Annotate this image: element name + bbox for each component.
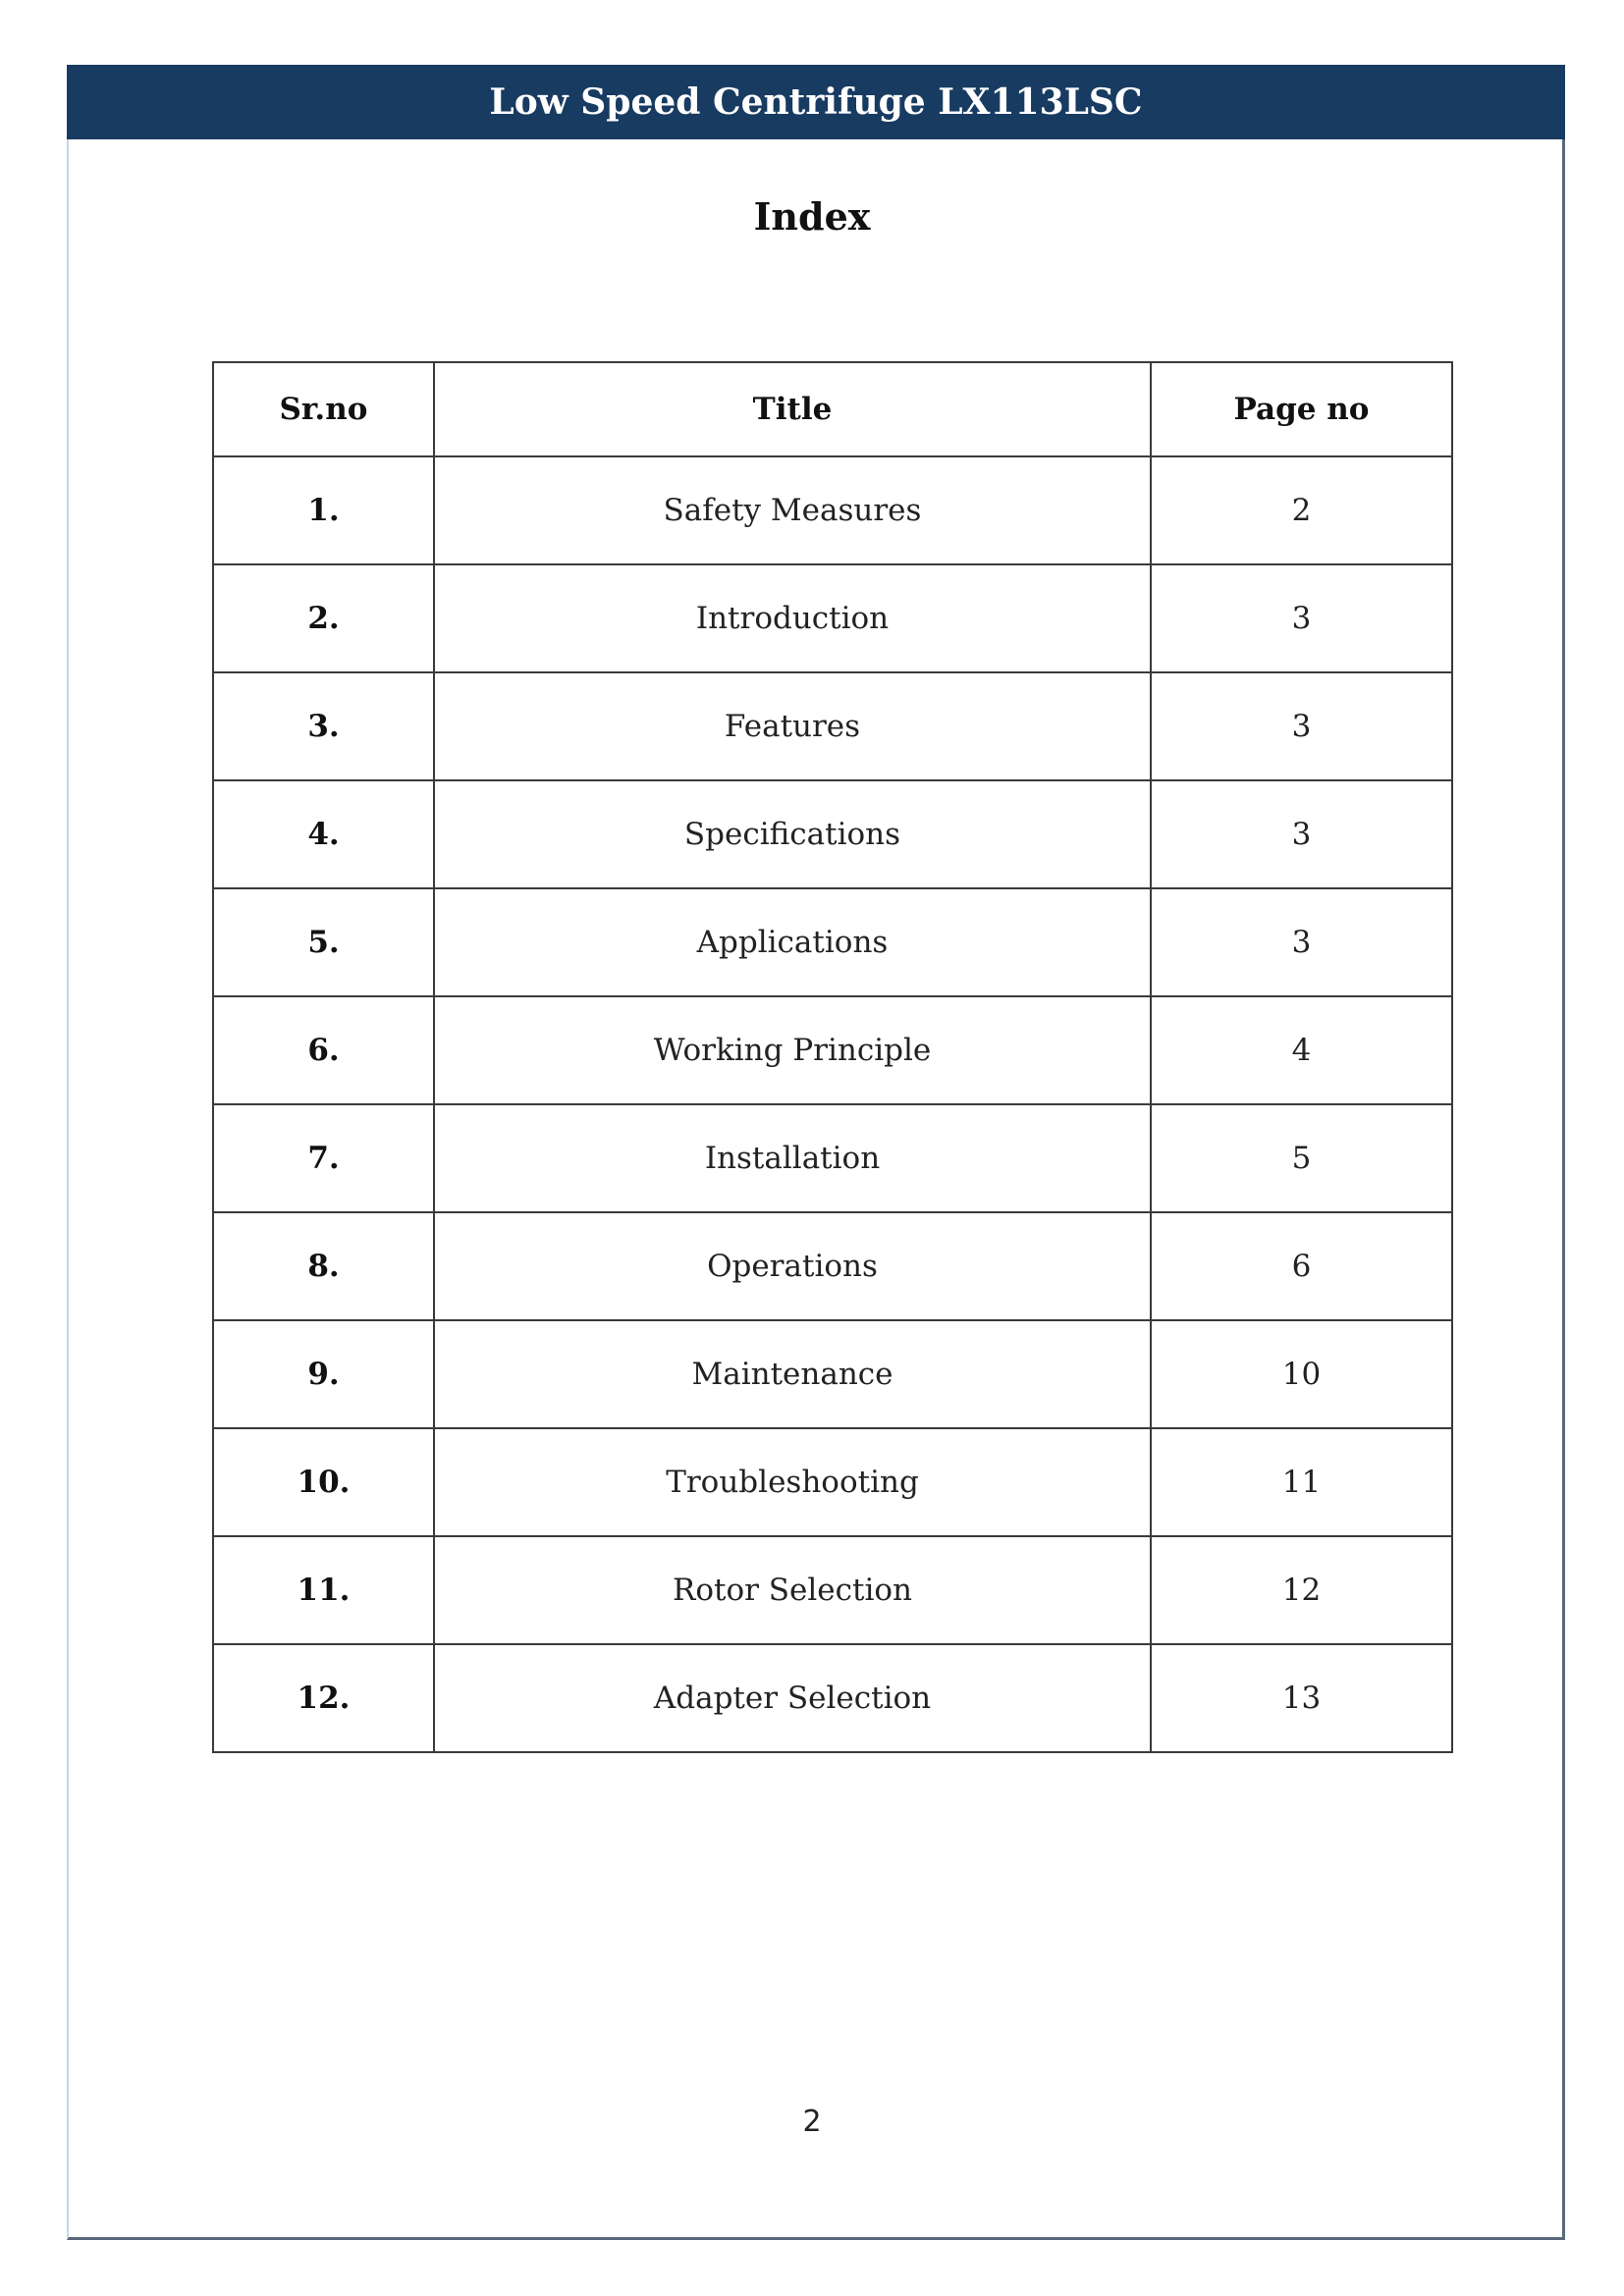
row-page-no: 3 [1151,564,1452,672]
row-sr-no: 7. [213,1104,434,1212]
row-page-no: 5 [1151,1104,1452,1212]
table-row [213,1644,1452,1752]
row-page-no: 13 [1151,1644,1452,1752]
row-sr-no: 10. [213,1428,434,1536]
row-sr-no: 6. [213,996,434,1104]
row-title: Safety Measures [434,456,1151,564]
row-title: Troubleshooting [434,1428,1151,1536]
table-row [213,672,1452,780]
row-title: Applications [434,888,1151,996]
row-title: Features [434,672,1151,780]
row-sr-no: 3. [213,672,434,780]
row-sr-no: 8. [213,1212,434,1320]
table-row [213,1428,1452,1536]
row-sr-no: 9. [213,1320,434,1428]
table-row [213,456,1452,564]
index-heading: Index [753,194,871,239]
row-page-no: 11 [1151,1428,1452,1536]
table-row [213,996,1452,1104]
row-title: Working Principle [434,996,1151,1104]
document-header [67,65,1565,139]
table-row [213,780,1452,888]
row-title: Specifications [434,780,1151,888]
row-page-no: 3 [1151,888,1452,996]
table-row [213,888,1452,996]
table-row [213,1536,1452,1644]
row-title: Maintenance [434,1320,1151,1428]
row-sr-no: 1. [213,456,434,564]
page-number: 2 [802,2105,822,2139]
document-title: Low Speed Centrifuge LX113LSC [489,81,1143,123]
row-title: Operations [434,1212,1151,1320]
row-sr-no: 11. [213,1536,434,1644]
table-header-row [213,362,1452,456]
row-sr-no: 2. [213,564,434,672]
row-title: Rotor Selection [434,1536,1151,1644]
table-row [213,1104,1452,1212]
index-table [212,361,1453,1753]
row-title: Installation [434,1104,1151,1212]
table-row [213,1212,1452,1320]
row-title: Introduction [434,564,1151,672]
row-sr-no: 5. [213,888,434,996]
row-page-no: 10 [1151,1320,1452,1428]
row-page-no: 2 [1151,456,1452,564]
column-header-page-no: Page no [1151,362,1452,456]
row-page-no: 3 [1151,780,1452,888]
row-sr-no: 4. [213,780,434,888]
row-page-no: 3 [1151,672,1452,780]
row-page-no: 4 [1151,996,1452,1104]
column-header-title: Title [434,362,1151,456]
column-header-sr-no: Sr.no [213,362,434,456]
table-row [213,564,1452,672]
row-page-no: 12 [1151,1536,1452,1644]
row-sr-no: 12. [213,1644,434,1752]
row-title: Adapter Selection [434,1644,1151,1752]
table-row [213,1320,1452,1428]
row-page-no: 6 [1151,1212,1452,1320]
